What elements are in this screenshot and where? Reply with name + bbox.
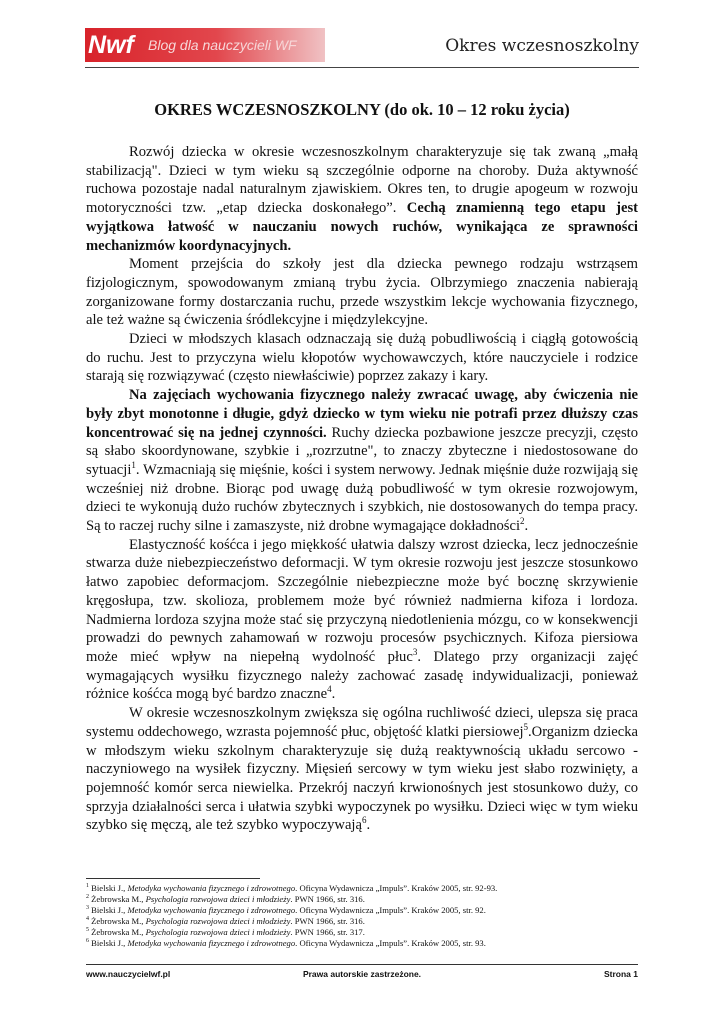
footnote-2 [86,894,638,905]
footnote-divider [86,878,260,879]
footnote-number: 1 [86,883,89,890]
footnote-details: . PWN 1966, str. 316. [290,893,365,904]
footnote-author: Żebrowska M., [89,915,146,926]
page-header [85,28,639,72]
paragraph-text: . Wzmacniają się mięśnie, kości i system nerwowy. Jednak mięśnie duże rozwijają się wcześniej niż drobne. Biorąc pod uwagę dużą pobudliwość w tym okresie rozwojowym, dzieci te wykonują dużo ruchów zbytecznych i szybkich, nie dostosowanych do tempa pracy. Są to raczej ruchy silne i zamaszyste, niż drobne wymagające dokładności [86,461,638,535]
footer-page-number: Strona 1 [603,969,638,979]
footnote-work: Psychologia rozwojowa dzieci i młodzieży [145,926,291,937]
paragraph-3: Dzieci w młodszych klasach odznaczają się dużą pobudliwością i ciągłą gotowością do ruchu. Jest to przyczyna wielu kłopotów wychowawczych, które nauczyciele i rodzice starają się rozwiązywać (często niewłaściwie) poprzez zakazy i kary. [86,331,638,385]
blog-logo[interactable] [85,28,325,62]
footnote-author: Bielski J., [89,937,128,948]
logo-mark: Nwf [88,30,134,59]
footer-rights: Prawa autorskie zastrzeżone. [302,969,422,979]
footnote-3 [86,905,638,916]
paragraph-text: W okresie wczesnoszkolnym zwiększa się ogólna ruchliwość dzieci, ulepsza się praca systemu oddechowego, wzrasta pojemność płuc, objętość klatki piersiowej [86,705,638,740]
logo-subtitle: Blog dla nauczycieli WF [148,37,297,53]
document-title: OKRES WCZESNOSZKOLNY (do ok. 10 – 12 roku życia) [154,100,570,119]
page-footer [86,969,638,983]
paragraph-5 [86,536,638,704]
header-divider [85,67,639,68]
emphasis-text: Na zajęciach wychowania fizycznego należy zwracać uwagę, aby ćwiczenia nie były zbyt monotonne i długie, gdyż dziecko w tym wieku nie potrafi przez dłuższy czas koncentrować się na jednej czynności. [86,387,638,441]
footnote-details: . PWN 1966, str. 316. [290,915,365,926]
paragraph-text: . [524,518,529,535]
footnote-details: . PWN 1966, str. 317. [290,926,365,937]
footnote-ref-4[interactable]: 4 [327,684,332,695]
footnote-details: . Oficyna Wydawnicza „Impuls”. Kraków 2005, str. 93. [295,937,486,948]
footer-website-link[interactable]: www.nauczycielwf.pl [86,969,171,979]
paragraph-text: Elastyczność kośćca i jego miękkość ułatwia dalszy wzrost dziecka, lecz jednocześnie stwarza duże niebezpieczeństwo deformacji. W tym okresie rozwoju jest jeszcze stosunkowo łatwo zapobiec deformacjom. Szczególnie niebezpieczne może być bocznę skrzywienie kręgosłupa, tzw. skolioza, problemem może być również nadmierna kifoza i lordoza. Nadmierna lordoza szyjna może stać się przyczyną niedotlenienia mózgu, co w konsekwencji prowadzi do pewnych zahamowań w rozwoju procesów psychicznych. Kifoza piersiowa może mieć wpływ na niepełną wydolność płuc [86,536,638,665]
footnote-ref-6[interactable]: 6 [361,815,367,826]
footnote-number: 3 [86,904,89,911]
footnotes [86,883,638,948]
footnote-6 [86,938,638,949]
footnote-author: Bielski J., [89,904,128,915]
footnote-author: Żebrowska M., [89,893,146,904]
footnote-4 [86,916,638,927]
running-header-title: Okres wczesnoszkolny [445,36,639,56]
paragraph-text: . Dlatego przy organizacji zajęć wymagających wysiłku fizycznego należy zachować zasadę indywidualizacji, ponieważ różnice kośćca mogą być bardzo znaczne [86,648,638,703]
paragraph-text: Rozwój dziecka w okresie wczesnoszkolnym charakteryzuje się tak zwaną „małą stabilizacją". Dzieci w tym wieku są szczególnie odporne na choroby. Duża aktywność ruchowa pozostaje nadal naturalnym zjawiskiem. Okres ten, to drugie apogeum w rozwoju motoryczności tzw. „etap dziecka doskonałego”. [86,144,638,217]
emphasis-text: Cechą znamienną tego etapu jest wyjątkowa łatwość w nauczaniu nowych ruchów, wynikająca ze sprawności mechanizmów koordynacyjnych. [86,200,638,254]
paragraph-text: . [366,817,371,834]
paragraph-1 [86,143,638,255]
paragraph-text: Ruchy dziecka pozbawione jeszcze precyzji, często są słabo skoordynowane, szybkie i „rozrzutne", to znaczy zbyteczne i niedostosowane do sytuacji [86,424,638,478]
footnote-number: 6 [86,937,89,944]
footnote-number: 5 [86,926,89,933]
footnote-details: . Oficyna Wydawnicza „Impuls”. Kraków 2005, str. 92. [295,904,486,915]
footnote-number: 2 [86,894,89,901]
footnote-author: Bielski J., [89,883,128,893]
footer-divider [86,964,638,965]
footnote-5 [86,927,638,938]
footnote-ref-3[interactable]: 3 [412,647,418,658]
footnote-work: Metodyka wychowania fizycznego i zdrowotnego [127,904,296,915]
footnote-work: Psychologia rozwojowa dzieci i młodzieży [145,893,291,904]
footnote-ref-5[interactable]: 5 [523,721,529,732]
footnote-details: . Oficyna Wydawnicza „Impuls”. Kraków 2005, str. 92-93. [295,883,498,893]
paragraph-6 [86,704,638,835]
paragraph-4 [86,386,638,536]
footnote-1 [86,883,638,894]
footnote-work: Metodyka wychowania fizycznego i zdrowotnego [127,883,296,893]
document-body [86,143,638,835]
footnote-ref-1[interactable]: 1 [131,460,136,471]
footnote-author: Żebrowska M., [89,926,146,937]
paragraph-2: Moment przejścia do szkoły jest dla dziecka pewnego rodzaju wstrząsem fizjologicznym, spowodowanym zmianą trybu życia. Olbrzymiego znaczenia nabierają zorganizowane formy dostarczania ruchu, przede wszystkim lekcje wychowania fizycznego, ale też ważne są ćwiczenia śródlekcyjne i międzylekcyjne. [86,256,638,329]
footnote-work: Psychologia rozwojowa dzieci i młodzieży [145,915,291,926]
footnote-number: 4 [86,915,89,922]
footnote-ref-2[interactable]: 2 [520,516,525,527]
paragraph-text: . [331,686,336,703]
footnote-work: Metodyka wychowania fizycznego i zdrowotnego [127,937,296,948]
paragraph-text: .Organizm dziecka w młodszym wieku szkolnym charakteryzuje się dużą reaktywnością układu sercowo - naczyniowego na wysiłek fizyczny. Mięsień sercowy w tym wieku jest słabo rozwinięty, a pojemność komór serca niewielka. Przekrój naczyń krwionośnych jest stosunkowo duży, co sprzyja działalności serca i ułatwia szybki wypoczynek po wysiłku. Dzieci więc w tym wieku szybko się męczą, ale też szybko wypoczywają [86,723,638,834]
